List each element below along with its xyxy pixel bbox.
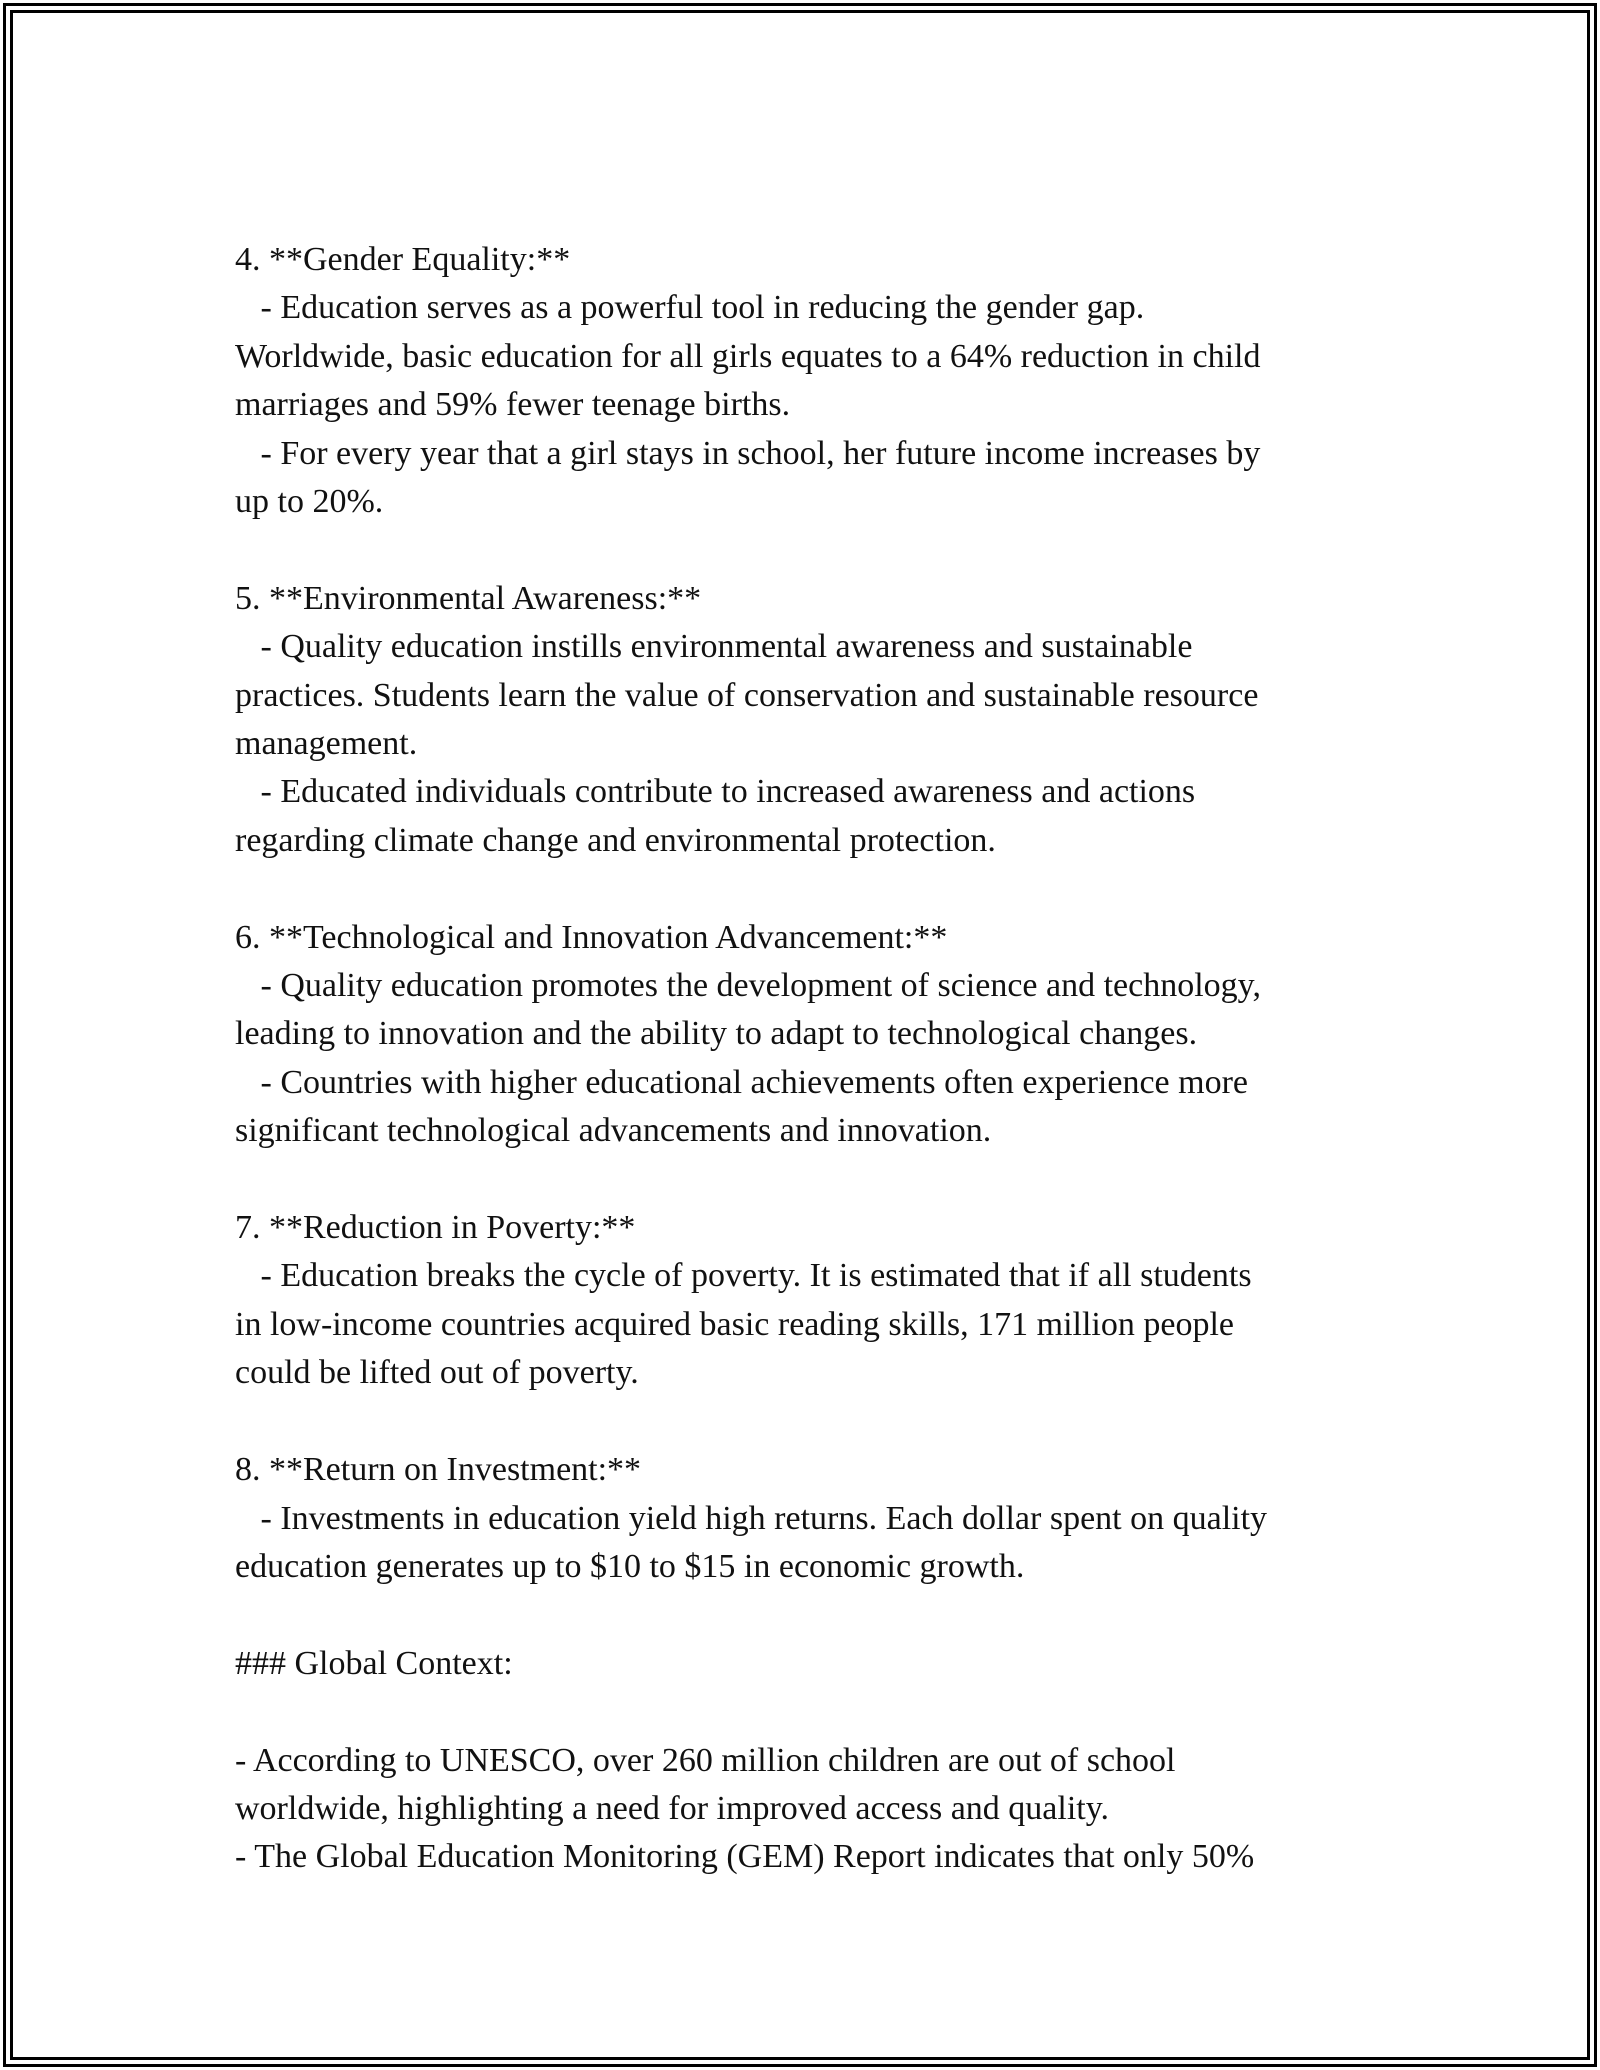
section-heading: 5. **Environmental Awareness:** — [235, 579, 702, 617]
text-line: regarding climate change and environmental protection. — [235, 821, 996, 859]
blank-line — [235, 1591, 1375, 1639]
blank-line — [235, 526, 1375, 574]
blank-line — [235, 865, 1375, 913]
text-line: up to 20%. — [235, 483, 384, 521]
text-line: education generates up to $10 to $15 in economic growth. — [235, 1547, 1025, 1585]
text-line: - Education serves as a powerful tool in reducing the gender gap. — [235, 289, 1145, 327]
section-heading: 7. **Reduction in Poverty:** — [235, 1209, 636, 1247]
text-line: - Education breaks the cycle of poverty. It is estimated that if all students — [235, 1257, 1252, 1295]
text-line: - Investments in education yield high returns. Each dollar spent on quality — [235, 1499, 1268, 1537]
section-heading: 8. **Return on Investment:** — [235, 1451, 642, 1489]
text-line: marriages and 59% fewer teenage births. — [235, 386, 791, 424]
text-line: could be lifted out of poverty. — [235, 1354, 639, 1392]
text-line: - Quality education promotes the development of science and technology, — [235, 967, 1261, 1005]
text-line: - According to UNESCO, over 260 million children are out of school — [235, 1741, 1176, 1779]
text-line: worldwide, highlighting a need for improved access and quality. — [235, 1789, 1110, 1827]
section-heading: 6. **Technological and Innovation Advancement:** — [235, 918, 948, 956]
text-line: - The Global Education Monitoring (GEM) Report indicates that only 50% — [235, 1838, 1255, 1876]
text-line: practices. Students learn the value of conservation and sustainable resource — [235, 676, 1259, 714]
text-line: - Educated individuals contribute to increased awareness and actions — [235, 773, 1196, 811]
text-line: significant technological advancements and innovation. — [235, 1112, 992, 1150]
text-line: - Countries with higher educational achievements often experience more — [235, 1063, 1249, 1101]
text-line: - For every year that a girl stays in school, her future income increases by — [235, 434, 1261, 472]
blank-line — [235, 1156, 1375, 1204]
global-context-heading: ### Global Context: — [235, 1644, 513, 1682]
document-body — [235, 236, 1375, 1882]
text-line: in low-income countries acquired basic reading skills, 171 million people — [235, 1305, 1234, 1343]
section-heading: 4. **Gender Equality:** — [235, 241, 571, 278]
blank-line — [235, 1398, 1375, 1446]
text-line: management. — [235, 725, 418, 763]
text-line: Worldwide, basic education for all girls equates to a 64% reduction in child — [235, 337, 1261, 375]
blank-line — [235, 1688, 1375, 1736]
text-line: - Quality education instills environmental awareness and sustainable — [235, 628, 1193, 666]
text-line: leading to innovation and the ability to adapt to technological changes. — [235, 1015, 1198, 1053]
